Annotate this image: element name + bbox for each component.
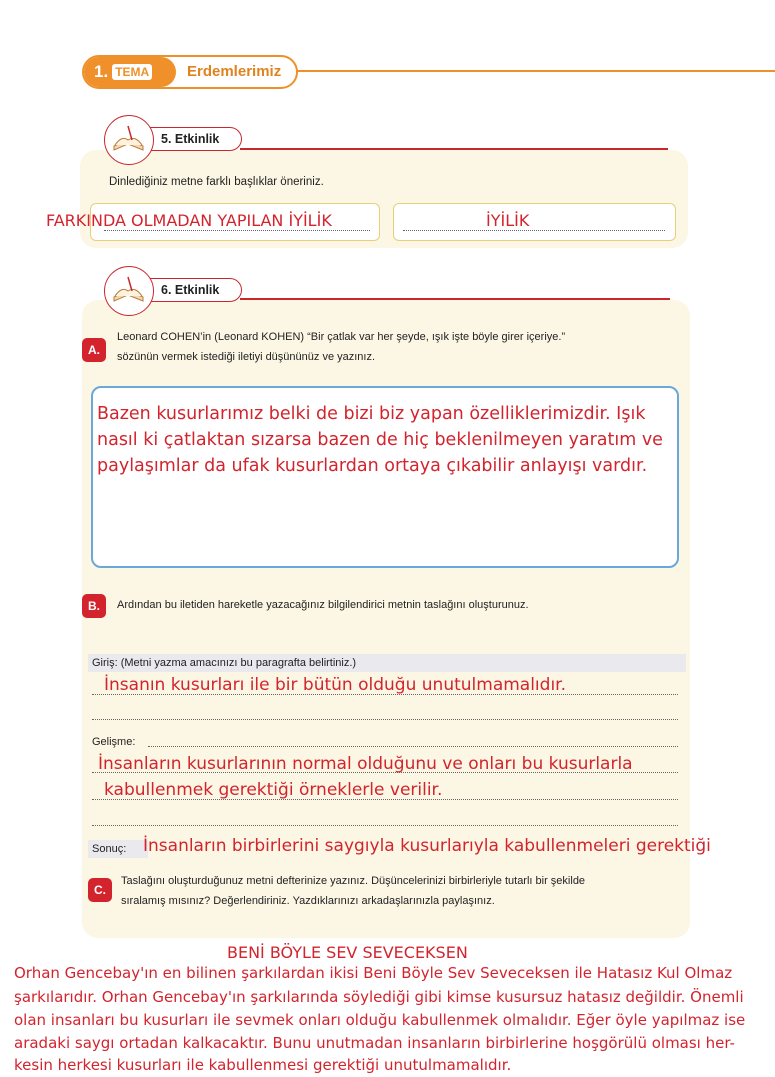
- sonuc-answer: İnsanların birbirlerini saygıyla kusurlarıyla kabullenmeleri gerektiği: [143, 836, 711, 856]
- header-rule: [290, 70, 775, 72]
- part-a-prompt: Leonard COHEN’in (Leonard KOHEN) “Bir çatlak var her şeyde, ışık işte böyle girer içeriye.”: [117, 331, 566, 343]
- title-answer-left: FARKINDA OLMADAN YAPILAN İYİLİK: [46, 211, 332, 230]
- activity6-rule: [240, 298, 670, 300]
- part-a-badge: A.: [82, 338, 106, 362]
- sonuc-label-text: Sonuç:: [92, 843, 127, 855]
- essay-line: aradaki saygı ortadan kalkacaktır. Bunu unutmadan insanların birbirlerine hoşgörülü olması her-: [14, 1034, 735, 1052]
- essay-line: olan insanları bu kusurları ile sevmek onları olduğu kabullenmek olmalıdır. Eğer öyle yapılmaz ise: [14, 1011, 746, 1029]
- giris-answer: İnsanın kusurları ile bir bütün olduğu unutulmamalıdır.: [104, 675, 567, 695]
- part-a-answer: nasıl ki çatlaktan sızarsa bazen de hiç beklenilmeyen yaratım ve: [97, 430, 663, 450]
- essay-title: BENİ BÖYLE SEV SEVECEKSEN: [227, 943, 468, 962]
- title-answer-box-right: [393, 203, 676, 241]
- essay-line: kesin herkesi kusurları ile kabullenmesi gerektiği unutulmamalıdır.: [14, 1056, 512, 1074]
- part-b-badge: B.: [82, 594, 106, 618]
- part-c-prompt: Taslağını oluşturduğunuz metni defterinize yazınız. Düşüncelerinizi birbirleriyle tutarlı bir şekilde: [121, 875, 586, 887]
- gelisme-answer: kabullenmek gerektiği örneklerle verilir.: [104, 780, 443, 800]
- gelisme-label-text: Gelişme:: [92, 736, 136, 748]
- dotted-line: [104, 230, 370, 231]
- activity5-rule: [240, 148, 668, 150]
- dotted-line: [92, 825, 678, 826]
- tema-title: Erdemlerimiz: [187, 63, 282, 80]
- part-a-prompt: sözünün vermek istediği iletiyi düşününüz ve yazınız.: [117, 351, 376, 363]
- essay-line: Orhan Gencebay'ın en bilinen şarkılardan ikisi Beni Böyle Sev Seveceksen ile Hatasız Kul Olmaz: [14, 964, 733, 982]
- book-icon: [104, 115, 154, 165]
- dotted-line: [148, 746, 678, 747]
- part-c-badge: C.: [88, 878, 112, 902]
- title-answer-right: İYİLİK: [486, 211, 530, 230]
- tema-word: TEMA: [112, 64, 152, 80]
- part-a-answer: Bazen kusurlarımız belki de bizi biz yapan özelliklerimizdir. Işık: [97, 404, 646, 424]
- activity5-instruction: Dinlediğiniz metne farklı başlıklar öneriniz.: [109, 176, 324, 188]
- essay-line: şarkılarıdır. Orhan Gencebay'ın şarkılarında söylediği gibi kimse kusursuz hatasız değildir. Önemli: [14, 988, 744, 1006]
- book-icon: [104, 266, 154, 316]
- tema-number: 1.: [94, 62, 109, 81]
- dotted-line: [92, 719, 678, 720]
- gelisme-answer: İnsanların kusurlarının normal olduğunu ve onları bu kusurlarla: [98, 754, 633, 774]
- gelisme-label: [88, 733, 158, 751]
- giris-label: [88, 654, 686, 672]
- dotted-line: [403, 230, 665, 231]
- sonuc-label: [88, 840, 148, 858]
- part-c-prompt: sıralamış mısınız? Değerlendiriniz. Yazdıklarınızı arkadaşlarınızla paylaşınız.: [121, 895, 495, 907]
- activity5-label: 5. Etkinlik: [108, 127, 242, 151]
- activity6-label: 6. Etkinlik: [108, 278, 242, 302]
- tema-badge: [84, 57, 176, 87]
- part-b-prompt: Ardından bu iletiden hareketle yazacağınız bilgilendirici metnin taslağını oluşturunuz.: [117, 599, 529, 611]
- part-a-answer: paylaşımlar da ufak kusurlardan ortaya çıkabilir anlayışı vardır.: [97, 456, 648, 476]
- giris-label-text: Giriş: (Metni yazma amacınızı bu paragrafta belirtiniz.): [92, 657, 357, 669]
